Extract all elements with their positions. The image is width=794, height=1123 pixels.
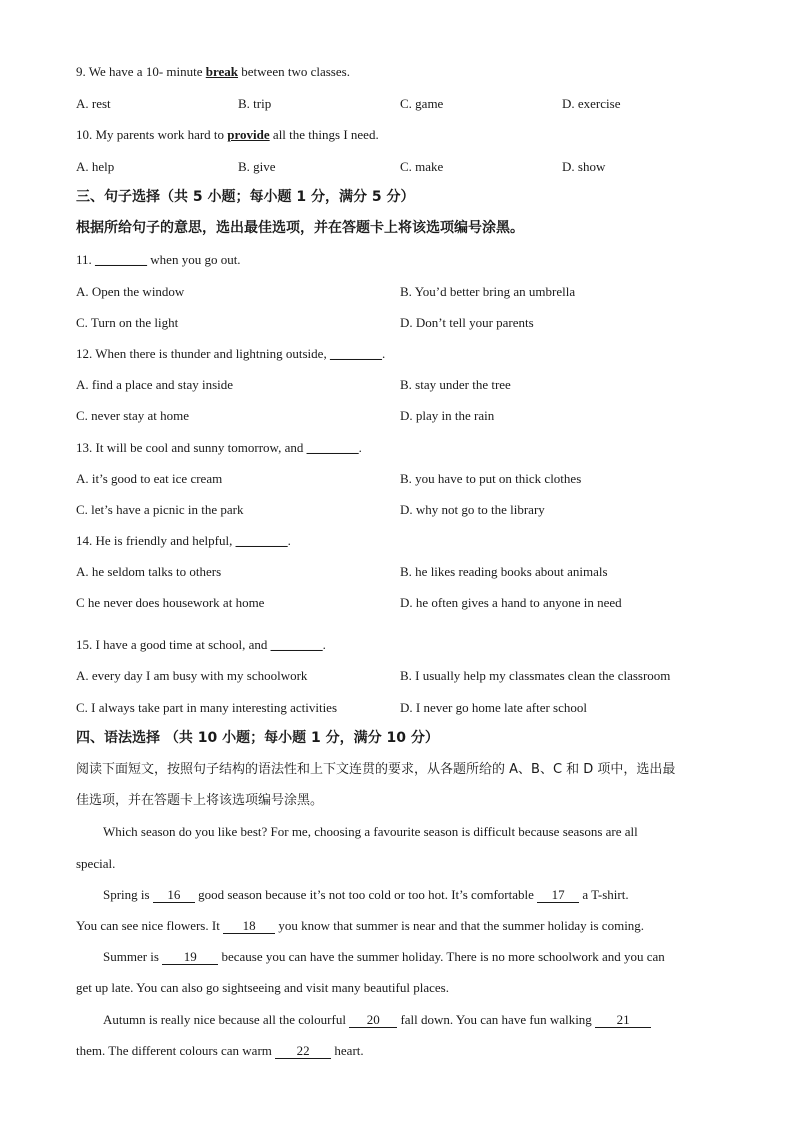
section-3-title: 三、句子选择（共 5 小题；每小题 1 分，满分 5 分） (76, 189, 415, 205)
passage-paragraph-4-line-1 (76, 1011, 743, 1029)
option-b[interactable]: B. give (238, 159, 276, 174)
option-b[interactable]: B. you have to put on thick clothes (400, 471, 582, 486)
stem-text: . (287, 533, 291, 548)
blank-17[interactable]: 17 (537, 888, 579, 903)
passage-text: you know that summer is near and that the summer holiday is coming. (275, 918, 645, 933)
passage-paragraph-3-line-2: get up late. You can also go sightseeing and visit many beautiful places. (76, 980, 449, 995)
question-10-stem (76, 126, 379, 144)
stem-text: . (322, 637, 326, 652)
passage-text: them. The different colours can warm (76, 1043, 276, 1058)
passage-text: good season because it’s not too cold or too hot. It’s comfortable (194, 887, 538, 902)
option-b[interactable]: B. You’d better bring an umbrella (400, 284, 576, 299)
option-d[interactable]: D. he often gives a hand to anyone in need (400, 595, 622, 610)
stem-text: . (381, 346, 386, 361)
option-a[interactable]: A. Open the window (76, 284, 185, 299)
blank-16[interactable]: 16 (153, 888, 195, 903)
section-4-instruction-line-2: 佳选项，并在答题卡上将该选项编号涂黑。 (76, 793, 324, 808)
option-a[interactable]: A. every day I am busy with my schoolwork (76, 668, 308, 683)
option-c[interactable]: C. I always take part in many interesting activities (76, 700, 338, 715)
passage-paragraph-1-line-1: Which season do you like best? For me, choosing a favourite season is difficult because seasons are all (103, 824, 638, 839)
passage-paragraph-2-line-2 (76, 917, 716, 935)
option-c[interactable]: C. game (400, 96, 444, 111)
option-d[interactable]: D. play in the rain (400, 408, 495, 423)
passage-paragraph-1-line-2: special. (76, 856, 116, 871)
passage-paragraph-3-line-1 (76, 948, 743, 966)
stem-text: 12. When there is thunder and lightning outside, (76, 346, 330, 361)
stem-text: 14. He is friendly and helpful, (76, 533, 236, 548)
option-b[interactable]: B. I usually help my classmates clean the classroom (400, 668, 671, 683)
question-13-stem (76, 439, 362, 457)
stem-text: . (358, 440, 362, 455)
option-c[interactable]: C. make (400, 159, 444, 174)
blank-21[interactable]: 21 (595, 1013, 651, 1028)
stem-text: 9. We have a 10- minute (76, 64, 206, 79)
option-c[interactable]: C he never does housework at home (76, 595, 265, 610)
question-12-stem (76, 345, 385, 363)
question-11-stem (76, 251, 241, 269)
option-b[interactable]: B. stay under the tree (400, 377, 511, 392)
blank-20[interactable]: 20 (349, 1013, 397, 1028)
option-b[interactable]: B. trip (238, 96, 272, 111)
passage-text: Autumn is really nice because all the colourful (103, 1012, 350, 1027)
stem-text: all the things I need. (269, 127, 379, 142)
passage-paragraph-4-line-2 (76, 1042, 716, 1060)
option-a[interactable]: A. help (76, 159, 115, 174)
section-3-instruction: 根据所给句子的意思，选出最佳选项，并在答题卡上将该选项编号涂黑。 (76, 220, 524, 236)
option-a[interactable]: A. it’s good to eat ice cream (76, 471, 223, 486)
passage-paragraph-2-line-1 (76, 886, 743, 904)
passage-text: heart. (331, 1043, 364, 1058)
answer-blank: ________ (270, 637, 323, 652)
blank-18[interactable]: 18 (223, 919, 275, 934)
passage-text: because you can have the summer holiday. There is no more schoolwork and you can (218, 949, 665, 964)
question-9-stem (76, 63, 350, 81)
option-a[interactable]: A. rest (76, 96, 111, 111)
blank-22[interactable]: 22 (275, 1044, 331, 1059)
answer-blank: ________ (329, 346, 382, 361)
section-4-title: 四、语法选择 （共 10 小题；每小题 1 分，满分 10 分） (76, 730, 439, 746)
underlined-keyword: provide (227, 127, 270, 142)
stem-text: 13. It will be cool and sunny tomorrow, and (76, 440, 307, 455)
answer-blank: ________ (306, 440, 359, 455)
stem-text: when you go out. (147, 252, 241, 267)
answer-blank: ________ (235, 533, 288, 548)
question-14-stem (76, 532, 291, 550)
passage-text: Spring is (103, 887, 153, 902)
question-15-stem (76, 636, 326, 654)
option-d[interactable]: D. why not go to the library (400, 502, 545, 517)
stem-text: 15. I have a good time at school, and (76, 637, 271, 652)
section-4-instruction-line-1: 阅读下面短文，按照句子结构的语法性和上下文连贯的要求，从各题所给的 A、B、C 和 D 项中，选出最 (76, 762, 676, 777)
option-d[interactable]: D. Don’t tell your parents (400, 315, 534, 330)
option-d[interactable]: D. I never go home late after school (400, 700, 587, 715)
option-c[interactable]: C. never stay at home (76, 408, 189, 423)
option-c[interactable]: C. let’s have a picnic in the park (76, 502, 244, 517)
question-number: 11. (76, 252, 96, 267)
option-d[interactable]: D. exercise (562, 96, 621, 111)
option-c[interactable]: C. Turn on the light (76, 315, 179, 330)
passage-text: a T-shirt. (579, 887, 629, 902)
option-b[interactable]: B. he likes reading books about animals (400, 564, 608, 579)
passage-text: You can see nice flowers. It (76, 918, 224, 933)
option-a[interactable]: A. find a place and stay inside (76, 377, 234, 392)
option-a[interactable]: A. he seldom talks to others (76, 564, 222, 579)
answer-blank: ________ (95, 252, 148, 267)
passage-text: Summer is (103, 949, 163, 964)
option-d[interactable]: D. show (562, 159, 606, 174)
underlined-keyword: break (205, 64, 239, 79)
stem-text: 10. My parents work hard to (76, 127, 228, 142)
passage-text: fall down. You can have fun walking (397, 1012, 596, 1027)
blank-19[interactable]: 19 (162, 950, 218, 965)
stem-text: between two classes. (238, 64, 350, 79)
